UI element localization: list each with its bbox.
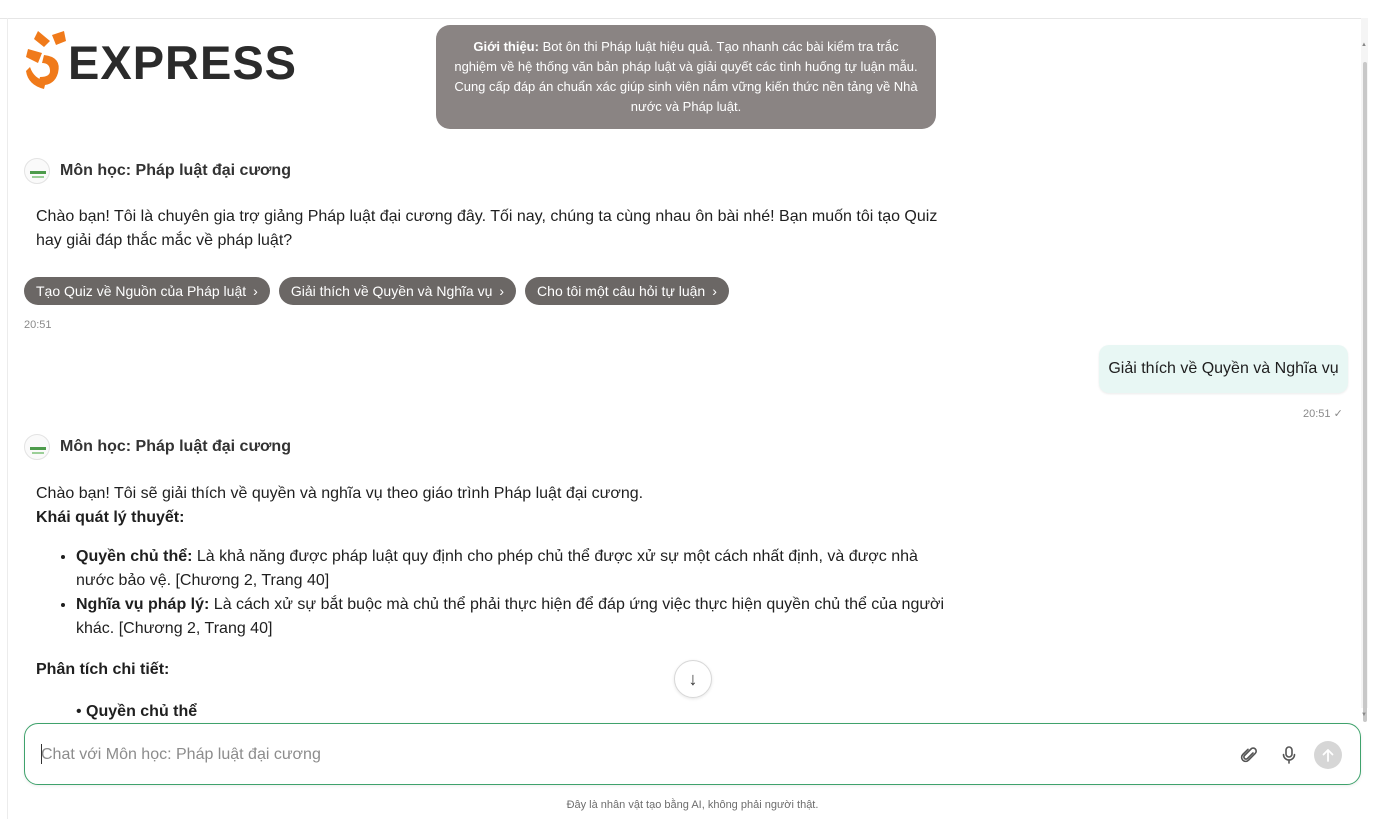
suggestion-chips: [24, 277, 729, 305]
theory-list: [56, 545, 946, 641]
text-caret: [41, 744, 42, 764]
user-message-bubble: Giải thích về Quyền và Nghĩa vụ: [1099, 345, 1348, 393]
paperclip-icon: [1241, 746, 1257, 764]
cut-off-text: • Quyền chủ thể: [76, 703, 198, 720]
intro-text: Bot ôn thi Pháp luật hiệu quả. Tạo nhanh các bài kiểm tra trắc nghiệm về hệ thống văn bản pháp luật và giải quyết các tình huống tự luận mẫu. Cung cấp đáp án chuẩn xác giúp sinh viên nắm vững kiến thức nền tảng về Nhà nước và Pháp luật.: [454, 39, 918, 114]
attach-button[interactable]: [1236, 742, 1262, 768]
left-divider: [7, 18, 8, 819]
scroll-up-icon[interactable]: ▲: [1361, 42, 1367, 48]
chevron-right-icon: ›: [499, 283, 505, 299]
list-item: • Quyền chủ thể: Là khả năng được pháp luật quy định cho phép chủ thể được xử sự một cách nhất định, và được nhà nước bảo vệ. [Chương 2, Trang 40]: [76, 545, 946, 593]
bot-name: Môn học: Pháp luật đại cương: [60, 162, 291, 179]
suggestion-chip-explain[interactable]: [279, 277, 516, 305]
chevron-right-icon: ›: [712, 283, 717, 299]
intro-banner: [436, 25, 936, 129]
arrow-down-icon: ↓: [688, 668, 698, 689]
chevron-right-icon: ›: [253, 283, 258, 299]
logo: [24, 26, 298, 98]
intro-label: Giới thiệu:: [473, 39, 539, 54]
suggestion-chip-label: Tạo Quiz về Nguồn của Pháp luật: [36, 283, 247, 299]
bot-message-text: Chào bạn! Tôi là chuyên gia trợ giảng Pháp luật đại cương đây. Tối nay, chúng ta cùng nhau ôn bài nhé! Bạn muốn tôi tạo Quiz hay giải đáp thắc mắc về pháp luật?: [36, 208, 938, 249]
suggestion-chip-label: Giải thích về Quyền và Nghĩa vụ: [290, 283, 493, 299]
analysis-heading: Phân tích chi tiết:: [36, 661, 170, 678]
message-timestamp: 20:51 ✓: [1303, 408, 1343, 420]
suggestion-chip-essay[interactable]: [525, 277, 729, 305]
chat-composer: [24, 723, 1361, 785]
send-button[interactable]: [1314, 741, 1342, 769]
bot-name: Môn học: Pháp luật đại cương: [60, 438, 291, 455]
suggestion-chip-quiz[interactable]: [24, 277, 270, 305]
sent-check-icon: ✓: [1333, 408, 1343, 420]
top-divider: [0, 18, 1368, 19]
bot-header: [24, 158, 291, 184]
chat-input[interactable]: [41, 742, 1191, 768]
microphone-button[interactable]: [1276, 742, 1302, 768]
logo-mark-icon: [24, 27, 70, 97]
suggestion-chip-label: Cho tôi một câu hỏi tự luận: [537, 283, 706, 299]
scroll-to-bottom-button[interactable]: [674, 660, 712, 698]
ai-disclaimer: Đây là nhân vật tạo bằng AI, không phải người thật.: [566, 799, 819, 811]
bot-header: [24, 434, 291, 460]
list-item: • Nghĩa vụ pháp lý: Là cách xử sự bắt buộc mà chủ thể phải thực hiện để đáp ứng việc thực hiện quyền chủ thể của người khác. [Chương 2, Trang 40]: [76, 593, 946, 641]
theory-heading: Khái quát lý thuyết:: [36, 509, 185, 526]
bot-avatar[interactable]: [24, 434, 50, 460]
scroll-down-icon[interactable]: ▼: [1361, 712, 1367, 718]
message-timestamp: 20:51: [24, 319, 52, 331]
logo-text: EXPRESS: [68, 35, 298, 89]
bot-message-intro: Chào bạn! Tôi sẽ giải thích về quyền và nghĩa vụ theo giáo trình Pháp luật đại cương.: [36, 485, 644, 502]
bot-avatar[interactable]: [24, 158, 50, 184]
scrollbar[interactable]: [1361, 18, 1368, 718]
microphone-icon: [1282, 746, 1296, 764]
scrollbar-thumb[interactable]: [1363, 62, 1367, 722]
arrow-up-icon: [1322, 748, 1334, 762]
